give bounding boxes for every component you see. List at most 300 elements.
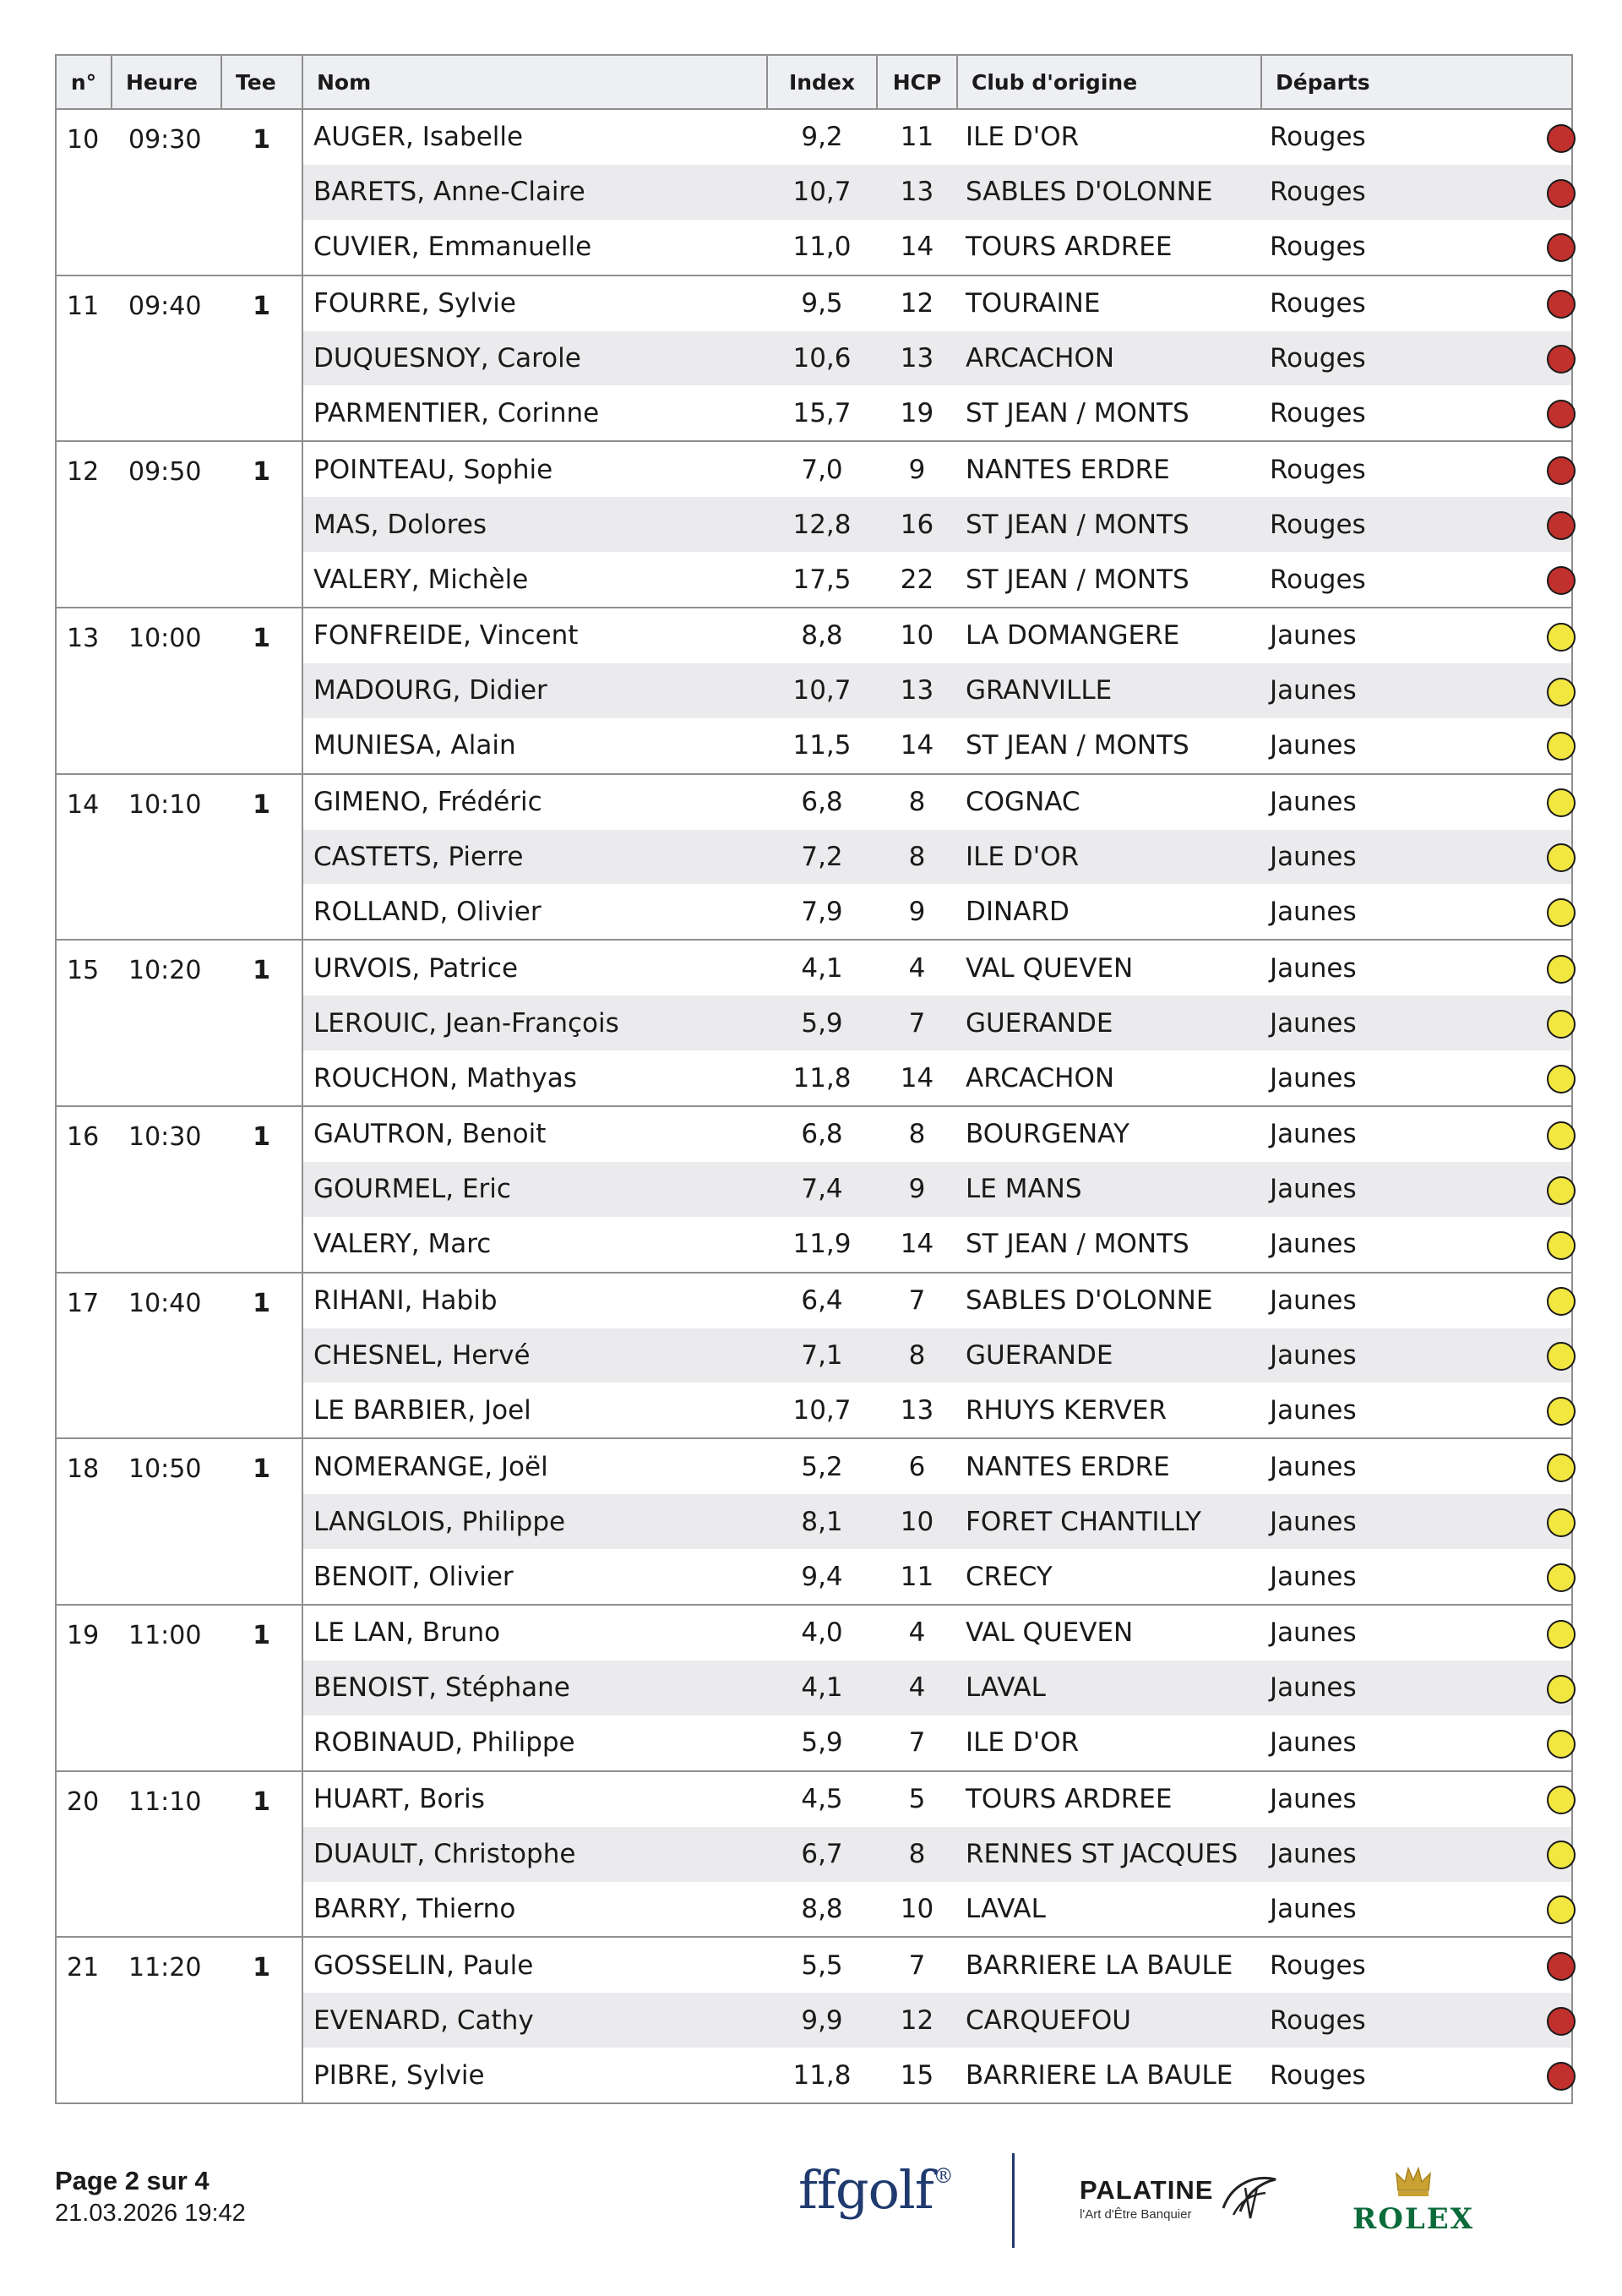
departure-marker — [1547, 1661, 1572, 1715]
group-number: 12 — [56, 441, 112, 608]
player-name: POINTEAU, Sophie — [302, 441, 767, 497]
player-club: BARRIERE LA BAULE — [957, 2048, 1261, 2103]
player-index: 6,8 — [767, 1106, 877, 1162]
departure-marker — [1547, 1273, 1572, 1328]
player-name: CHESNEL, Hervé — [302, 1328, 767, 1383]
departure-marker — [1547, 995, 1572, 1050]
player-index: 10,6 — [767, 331, 877, 386]
player-departure: Jaunes — [1261, 1494, 1547, 1549]
table-row — [56, 275, 1572, 331]
departure-marker — [1547, 608, 1572, 663]
table-row — [56, 1605, 1572, 1661]
tee-color-dot-icon — [1547, 1397, 1576, 1426]
player-name: PIBRE, Sylvie — [302, 2048, 767, 2103]
departure-marker — [1547, 1605, 1572, 1661]
tee-time: 10:30 — [112, 1106, 221, 1273]
player-hcp: 11 — [877, 109, 957, 165]
departure-marker — [1547, 663, 1572, 718]
tee-group — [56, 1937, 1572, 2103]
player-departure: Jaunes — [1270, 896, 1357, 927]
player-hcp: 9 — [877, 1162, 957, 1217]
departure-marker — [1547, 1715, 1572, 1771]
tee-time: 11:20 — [112, 1937, 221, 2103]
tee-time: 11:10 — [112, 1771, 221, 1938]
departure-marker — [1547, 331, 1572, 386]
tee-color-dot-icon — [1547, 623, 1576, 652]
player-name: DUQUESNOY, Carole — [302, 331, 767, 386]
player-index: 15,7 — [792, 397, 852, 428]
table-row — [56, 1937, 1572, 1993]
player-index: 6,8 — [767, 774, 877, 830]
tee-times-sheet — [55, 54, 1571, 2104]
ffgolf-logo — [798, 2159, 953, 2221]
logo-divider — [1012, 2153, 1015, 2248]
player-club: ST JEAN / MONTS — [966, 730, 1189, 761]
player-hcp: 8 — [877, 1827, 957, 1882]
departure-marker — [1547, 1050, 1572, 1106]
player-hcp: 13 — [877, 165, 957, 220]
player-index: 7,9 — [801, 896, 843, 927]
player-departure: Rouges — [1261, 109, 1547, 165]
tee-color-dot-icon — [1547, 1342, 1576, 1371]
header-heure: Heure — [112, 55, 221, 109]
departure-marker — [1547, 165, 1572, 220]
player-club: TOURS ARDREE — [966, 232, 1173, 263]
tee-color-dot-icon — [1547, 2062, 1576, 2091]
tee-color-dot-icon — [1547, 1675, 1576, 1704]
tee-group — [56, 1273, 1572, 1439]
player-name: FONFREIDE, Vincent — [302, 608, 767, 663]
table-header — [56, 55, 1572, 109]
tee-time: 10:40 — [112, 1273, 221, 1439]
player-name: VALERY, Michèle — [313, 564, 529, 595]
player-hcp: 10 — [877, 608, 957, 663]
player-hcp: 7 — [877, 1273, 957, 1328]
tee-color-dot-icon — [1547, 290, 1576, 319]
player-club: FORET CHANTILLY — [957, 1494, 1261, 1549]
player-departure: Rouges — [1261, 497, 1547, 552]
tee-color-dot-icon — [1547, 1563, 1576, 1592]
player-club: ARCACHON — [957, 331, 1261, 386]
player-index: 6,4 — [767, 1273, 877, 1328]
palatine-emblem-icon — [1216, 2168, 1281, 2230]
player-departure: Rouges — [1270, 564, 1366, 595]
player-departure: Jaunes — [1261, 1827, 1547, 1882]
tee-color-dot-icon — [1547, 1620, 1576, 1649]
departure-marker — [1547, 940, 1572, 995]
tee-color-dot-icon — [1547, 788, 1576, 817]
header-hcp: HCP — [877, 55, 957, 109]
tee-time: 09:50 — [112, 441, 221, 608]
player-club: ILE D'OR — [966, 1727, 1080, 1759]
tee-color-dot-icon — [1547, 566, 1576, 595]
player-club: VAL QUEVEN — [957, 940, 1261, 995]
tee-color-dot-icon — [1547, 678, 1576, 706]
player-departure: Rouges — [1261, 441, 1547, 497]
player-name: VALERY, Marc — [313, 1229, 492, 1260]
player-name: GOURMEL, Eric — [302, 1162, 767, 1217]
tee-number: 1 — [221, 1106, 302, 1273]
player-departure: Rouges — [1261, 275, 1547, 331]
player-departure: Rouges — [1261, 165, 1547, 220]
player-name: LE BARBIER, Joel — [313, 1394, 531, 1426]
player-departure: Jaunes — [1270, 730, 1357, 761]
player-name: PARMENTIER, Corinne — [313, 397, 600, 428]
table-row — [56, 109, 1572, 165]
player-name: RIHANI, Habib — [302, 1273, 767, 1328]
player-index: 9,5 — [767, 275, 877, 331]
player-index: 5,9 — [767, 995, 877, 1050]
tee-color-dot-icon — [1547, 1231, 1576, 1260]
player-index: 10,7 — [767, 663, 877, 718]
tee-time: 09:30 — [112, 109, 221, 275]
page-number: Page 2 sur 4 — [55, 2166, 210, 2195]
tee-color-dot-icon — [1547, 233, 1576, 262]
player-hcp: 16 — [877, 497, 957, 552]
tee-color-dot-icon — [1547, 2007, 1576, 2036]
player-index: 11,8 — [767, 2048, 877, 2103]
player-name: BENOIT, Olivier — [313, 1561, 514, 1592]
player-index: 8,8 — [801, 1893, 843, 1924]
player-club: DINARD — [966, 896, 1070, 927]
player-club: BARRIERE LA BAULE — [957, 1937, 1261, 1993]
tee-group — [56, 275, 1572, 442]
departure-marker — [1547, 1937, 1572, 1993]
crown-icon — [1393, 2165, 1434, 2199]
player-club: GRANVILLE — [957, 663, 1261, 718]
player-name: ROUCHON, Mathyas — [313, 1062, 577, 1093]
player-club: ST JEAN / MONTS — [966, 564, 1189, 595]
departure-marker — [1547, 718, 1572, 774]
player-club: ILE D'OR — [957, 830, 1261, 885]
tee-number: 1 — [221, 774, 302, 941]
player-club: CARQUEFOU — [957, 1993, 1261, 2048]
player-hcp: 12 — [877, 275, 957, 331]
player-name: ROLLAND, Olivier — [313, 896, 542, 927]
player-club: LAVAL — [966, 1893, 1046, 1924]
player-club: SABLES D'OLONNE — [957, 1273, 1261, 1328]
player-hcp: 12 — [877, 1993, 957, 2048]
player-hcp: 13 — [877, 331, 957, 386]
tee-number: 1 — [221, 1937, 302, 2103]
player-name: FOURRE, Sylvie — [302, 275, 767, 331]
palatine-logo — [1080, 2175, 1213, 2222]
header-departs: Départs — [1261, 55, 1547, 109]
player-departure: Jaunes — [1261, 1661, 1547, 1715]
player-index: 4,0 — [767, 1605, 877, 1661]
player-hcp: 7 — [877, 995, 957, 1050]
player-departure: Rouges — [1261, 331, 1547, 386]
player-departure: Jaunes — [1261, 1106, 1547, 1162]
table-row — [56, 1106, 1572, 1162]
player-club: TOURS ARDREE — [957, 1771, 1261, 1827]
tee-color-dot-icon — [1547, 1786, 1576, 1814]
player-name: DUAULT, Christophe — [302, 1827, 767, 1882]
departure-marker — [1547, 1882, 1572, 1938]
tee-group — [56, 774, 1572, 941]
table-row — [56, 940, 1572, 995]
registered-icon: ® — [933, 2164, 953, 2188]
player-departure: Rouges — [1261, 1937, 1547, 1993]
departure-marker — [1547, 1827, 1572, 1882]
tee-group — [56, 1771, 1572, 1938]
player-hcp: 14 — [900, 1229, 934, 1260]
player-club: ILE D'OR — [957, 109, 1261, 165]
tee-number: 1 — [221, 1605, 302, 1771]
player-club: NANTES ERDRE — [957, 1438, 1261, 1494]
player-hcp: 11 — [900, 1561, 934, 1592]
player-hcp: 9 — [877, 441, 957, 497]
departure-marker — [1547, 385, 1572, 441]
tee-color-dot-icon — [1547, 400, 1576, 428]
tee-color-dot-icon — [1547, 1287, 1576, 1316]
departure-marker — [1547, 1771, 1572, 1827]
player-club: SABLES D'OLONNE — [957, 165, 1261, 220]
tee-times-table — [55, 54, 1573, 2104]
group-number: 11 — [56, 275, 112, 442]
table-row — [56, 441, 1572, 497]
player-club: ST JEAN / MONTS — [966, 1229, 1189, 1260]
rolex-logo — [1350, 2165, 1477, 2236]
table-row — [56, 774, 1572, 830]
ffgolf-wordmark: ffgolf — [798, 2159, 933, 2221]
tee-number: 1 — [221, 275, 302, 442]
player-index: 11,9 — [792, 1229, 852, 1260]
tee-number: 1 — [221, 940, 302, 1106]
header-nom: Nom — [302, 55, 767, 109]
player-hcp: 14 — [900, 1062, 934, 1093]
tee-time: 10:10 — [112, 774, 221, 941]
player-departure: Jaunes — [1261, 940, 1547, 995]
tee-color-dot-icon — [1547, 1453, 1576, 1482]
tee-color-dot-icon — [1547, 456, 1576, 485]
player-club: COGNAC — [957, 774, 1261, 830]
player-hcp: 8 — [877, 830, 957, 885]
player-departure: Rouges — [1261, 1993, 1547, 2048]
palatine-tagline: l'Art d'Être Banquier — [1080, 2207, 1192, 2222]
departure-marker — [1547, 1383, 1572, 1438]
tee-color-dot-icon — [1547, 124, 1576, 153]
departure-marker — [1547, 2048, 1572, 2103]
player-departure: Jaunes — [1261, 1605, 1547, 1661]
tee-group — [56, 608, 1572, 774]
player-hcp: 5 — [877, 1771, 957, 1827]
rolex-wordmark: ROLEX — [1352, 2202, 1475, 2236]
player-departure: Rouges — [1261, 2048, 1547, 2103]
player-hcp: 9 — [908, 896, 926, 927]
tee-time: 10:20 — [112, 940, 221, 1106]
tee-time: 09:40 — [112, 275, 221, 442]
player-departure: Jaunes — [1261, 1328, 1547, 1383]
player-club: ARCACHON — [966, 1062, 1115, 1093]
table-row — [56, 1273, 1572, 1328]
player-index: 11,0 — [792, 232, 852, 263]
player-index: 4,1 — [767, 1661, 877, 1715]
player-hcp: 4 — [877, 1605, 957, 1661]
departure-marker — [1547, 552, 1572, 608]
player-hcp: 19 — [900, 397, 934, 428]
player-index: 7,1 — [767, 1328, 877, 1383]
player-index: 9,9 — [767, 1993, 877, 2048]
player-departure: Jaunes — [1261, 1438, 1547, 1494]
player-name: CASTETS, Pierre — [302, 830, 767, 885]
player-index: 4,5 — [767, 1771, 877, 1827]
player-index: 6,7 — [767, 1827, 877, 1882]
player-club: TOURAINE — [957, 275, 1261, 331]
group-number: 21 — [56, 1937, 112, 2103]
player-index: 7,0 — [767, 441, 877, 497]
player-club: LA DOMANGERE — [957, 608, 1261, 663]
player-departure: Jaunes — [1261, 1771, 1547, 1827]
player-index: 5,2 — [767, 1438, 877, 1494]
tee-color-dot-icon — [1547, 732, 1576, 761]
player-index: 9,2 — [767, 109, 877, 165]
group-number: 14 — [56, 774, 112, 941]
table-row — [56, 1438, 1572, 1494]
player-club: NANTES ERDRE — [957, 441, 1261, 497]
departure-marker — [1547, 441, 1572, 497]
departure-marker — [1547, 884, 1572, 940]
group-number: 15 — [56, 940, 112, 1106]
player-departure: Jaunes — [1270, 1561, 1357, 1592]
tee-group — [56, 441, 1572, 608]
tee-color-dot-icon — [1547, 898, 1576, 927]
player-departure: Jaunes — [1261, 608, 1547, 663]
player-hcp: 14 — [900, 232, 934, 263]
player-index: 4,1 — [767, 940, 877, 995]
player-name: AUGER, Isabelle — [302, 109, 767, 165]
player-departure: Jaunes — [1270, 1727, 1357, 1759]
player-name: GOSSELIN, Paule — [302, 1937, 767, 1993]
group-number: 13 — [56, 608, 112, 774]
tee-number: 1 — [221, 441, 302, 608]
player-departure: Jaunes — [1261, 995, 1547, 1050]
header-n: n° — [56, 55, 112, 109]
player-hcp: 13 — [877, 663, 957, 718]
player-hcp: 4 — [877, 1661, 957, 1715]
player-index: 7,2 — [767, 830, 877, 885]
group-number: 18 — [56, 1438, 112, 1605]
player-index: 8,8 — [767, 608, 877, 663]
group-number: 19 — [56, 1605, 112, 1771]
player-hcp: 10 — [900, 1893, 934, 1924]
header-tee: Tee — [221, 55, 302, 109]
player-name: NOMERANGE, Joël — [302, 1438, 767, 1494]
tee-color-dot-icon — [1547, 1895, 1576, 1924]
page-footer-info — [55, 2166, 246, 2228]
player-name: BENOIST, Stéphane — [302, 1661, 767, 1715]
player-hcp: 8 — [877, 1106, 957, 1162]
player-hcp: 7 — [908, 1727, 926, 1759]
player-departure: Rouges — [1270, 397, 1366, 428]
player-departure: Jaunes — [1261, 830, 1547, 885]
tee-group — [56, 1438, 1572, 1605]
player-departure: Rouges — [1270, 232, 1366, 263]
group-number: 10 — [56, 109, 112, 275]
player-club: RHUYS KERVER — [966, 1394, 1168, 1426]
departure-marker — [1547, 1328, 1572, 1383]
tee-color-dot-icon — [1547, 843, 1576, 872]
tee-number: 1 — [221, 1273, 302, 1439]
player-name: GIMENO, Frédéric — [302, 774, 767, 830]
player-name: EVENARD, Cathy — [302, 1993, 767, 2048]
header-departs-marker — [1547, 55, 1572, 109]
departure-marker — [1547, 1217, 1572, 1273]
player-club: LE MANS — [957, 1162, 1261, 1217]
tee-time: 10:50 — [112, 1438, 221, 1605]
tee-color-dot-icon — [1547, 345, 1576, 374]
player-index: 11,8 — [792, 1062, 852, 1093]
tee-number: 1 — [221, 608, 302, 774]
player-hcp: 15 — [877, 2048, 957, 2103]
tee-color-dot-icon — [1547, 1952, 1576, 1981]
player-name: CUVIER, Emmanuelle — [313, 232, 592, 263]
group-number: 17 — [56, 1273, 112, 1439]
departure-marker — [1547, 1993, 1572, 2048]
departure-marker — [1547, 1438, 1572, 1494]
player-index: 11,5 — [792, 730, 852, 761]
tee-color-dot-icon — [1547, 1010, 1576, 1039]
tee-number: 1 — [221, 1438, 302, 1605]
palatine-wordmark: PALATINE — [1080, 2175, 1214, 2205]
player-hcp: 8 — [877, 774, 957, 830]
departure-marker — [1547, 220, 1572, 275]
player-club: CRECY — [966, 1561, 1053, 1592]
player-index: 8,1 — [767, 1494, 877, 1549]
player-name: BARRY, Thierno — [313, 1893, 516, 1924]
departure-marker — [1547, 275, 1572, 331]
departure-marker — [1547, 774, 1572, 830]
tee-time: 10:00 — [112, 608, 221, 774]
tee-color-dot-icon — [1547, 511, 1576, 540]
player-hcp: 4 — [877, 940, 957, 995]
player-hcp: 6 — [877, 1438, 957, 1494]
player-name: MUNIESA, Alain — [313, 730, 516, 761]
player-club: RENNES ST JACQUES — [957, 1827, 1261, 1882]
departure-marker — [1547, 1549, 1572, 1605]
player-name: LANGLOIS, Philippe — [302, 1494, 767, 1549]
tee-number: 1 — [221, 1771, 302, 1938]
player-hcp: 14 — [900, 730, 934, 761]
tee-color-dot-icon — [1547, 955, 1576, 984]
group-number: 16 — [56, 1106, 112, 1273]
tee-group — [56, 109, 1572, 275]
player-name: BARETS, Anne-Claire — [302, 165, 767, 220]
player-index: 12,8 — [767, 497, 877, 552]
tee-color-dot-icon — [1547, 1065, 1576, 1093]
player-departure: Jaunes — [1270, 1062, 1357, 1093]
group-number: 20 — [56, 1771, 112, 1938]
player-club: ST JEAN / MONTS — [957, 497, 1261, 552]
table-row — [56, 1771, 1572, 1827]
player-name: URVOIS, Patrice — [302, 940, 767, 995]
player-club: VAL QUEVEN — [957, 1605, 1261, 1661]
player-name: ROBINAUD, Philippe — [313, 1727, 575, 1759]
player-hcp: 22 — [900, 564, 934, 595]
player-name: MADOURG, Didier — [302, 663, 767, 718]
player-departure: Jaunes — [1261, 774, 1547, 830]
departure-marker — [1547, 830, 1572, 885]
player-departure: Jaunes — [1261, 663, 1547, 718]
player-index: 9,4 — [801, 1561, 843, 1592]
player-departure: Jaunes — [1261, 1273, 1547, 1328]
tee-color-dot-icon — [1547, 1121, 1576, 1150]
player-index: 17,5 — [792, 564, 852, 595]
tee-color-dot-icon — [1547, 1841, 1576, 1869]
header-club: Club d'origine — [957, 55, 1261, 109]
player-name: HUART, Boris — [302, 1771, 767, 1827]
player-departure: Jaunes — [1270, 1394, 1357, 1426]
